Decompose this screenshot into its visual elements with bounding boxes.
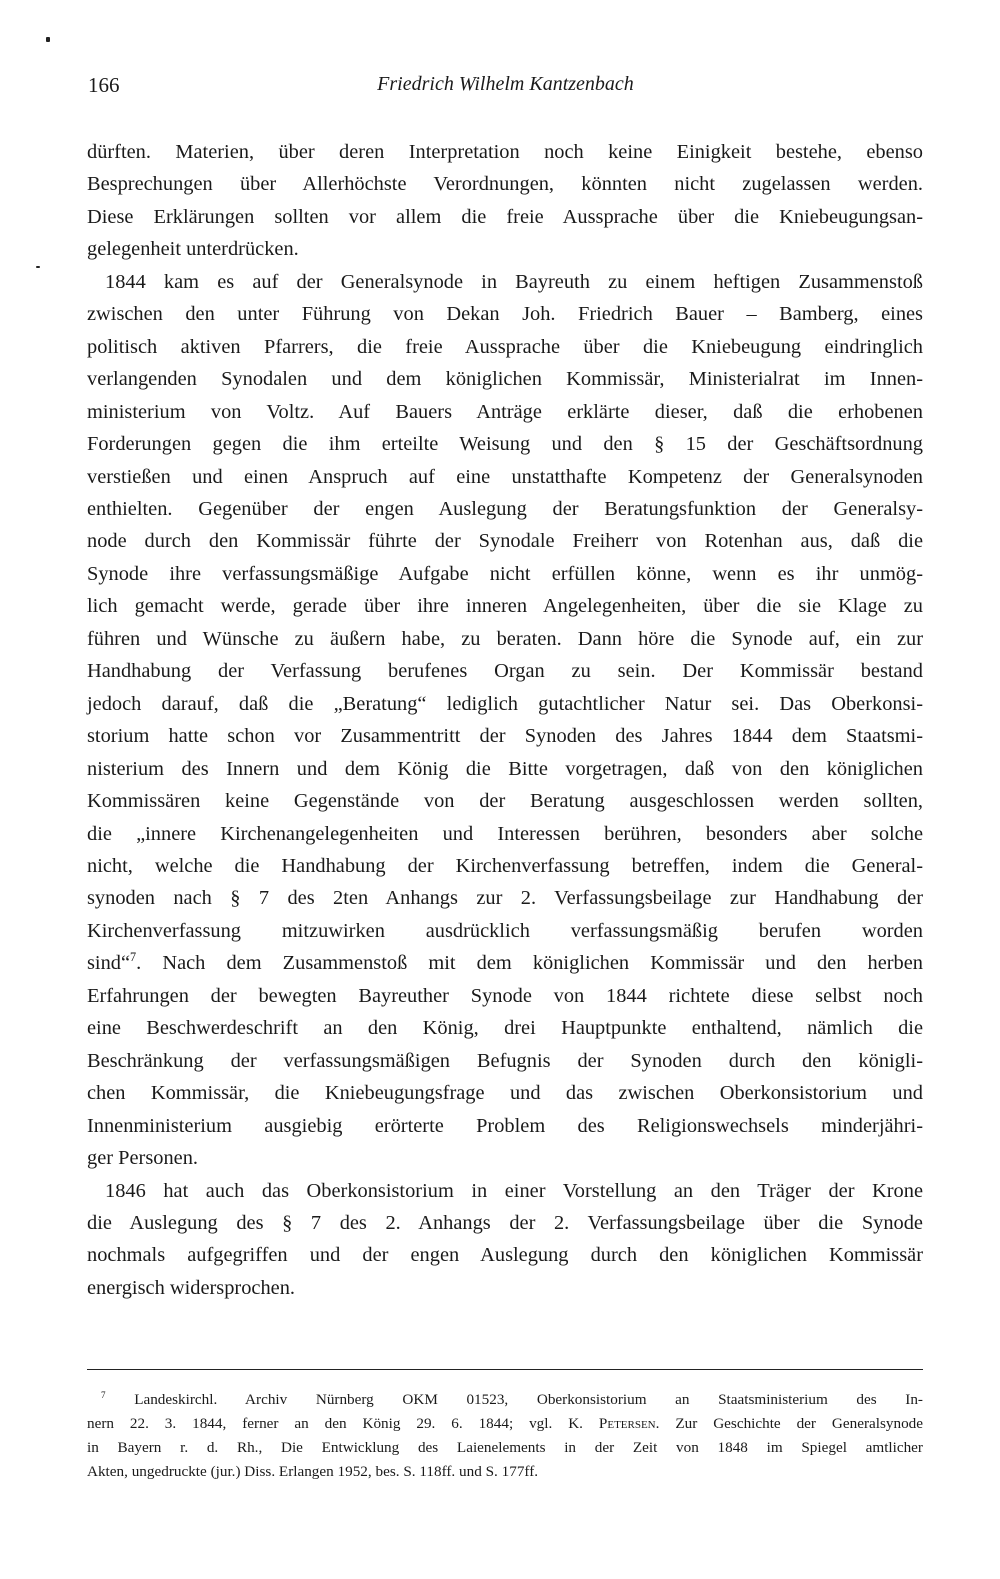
text-line: gelegenheit unterdrücken. [87, 238, 299, 261]
text-line: dürften. Materien, über deren Interpretation noch keine Einigkeit bestehe, ebenso [87, 141, 923, 163]
running-title: Friedrich Wilhelm Kantzenbach [377, 73, 634, 95]
text-line: ministerium von Voltz. Auf Bauers Anträge erklärte dieser, daß die erhobenen [87, 400, 923, 423]
text-line: nisterium des Innern und dem König die Bitte vorgetragen, daß von den königlichen [87, 757, 923, 780]
text-line: Besprechungen über Allerhöchste Verordnungen, könnten nicht zugelassen werden. [87, 173, 923, 196]
text-line: 1844 kam es auf der Generalsynode in Bayreuth zu einem heftigen Zusammenstoß [105, 270, 923, 293]
footnote-author: Petersen [598, 1415, 656, 1432]
text-line: Innenministerium ausgiebig erörterte Problem des Religionswechsels minderjähri- [87, 1114, 923, 1137]
text-line: die „innere Kirchenangelegenheiten und Interessen berühren, besonders aber solche [87, 822, 923, 845]
page-number: 166 [88, 73, 120, 97]
text-line: Forderungen gegen die ihm erteilte Weisung und den § 15 der Geschäftsordnung [87, 433, 923, 456]
text-line: node durch den Kommissär führte der Synodale Freiherr von Rotenhan aus, daß die [87, 530, 923, 553]
text-line: Handhabung der Verfassung berufenes Organ zu sein. Der Kommissär bestand [87, 660, 923, 683]
text-line: politisch aktiven Pfarrers, die freie Aussprache über die Kniebeugung eindringlich [87, 335, 923, 358]
text-line: verlangenden Synodalen und dem königlichen Kommissär, Ministerialrat im Innen- [87, 368, 923, 391]
text-line: chen Kommissär, die Kniebeugungsfrage und das zwischen Oberkonsistorium und [87, 1082, 923, 1105]
text-line: die Auslegung des § 7 des 2. Anhangs der 2. Verfassungsbeilage über die Synode [87, 1211, 923, 1234]
text-line: enthielten. Gegenüber der engen Auslegung der Beratungsfunktion der Generalsy- [87, 497, 923, 520]
footnote-number: 7 [101, 1389, 106, 1400]
paragraph-1 [87, 136, 923, 266]
footnote-text: nern 22. 3. 1844, ferner an den König 29. 6. 1844; vgl. K. [87, 1415, 583, 1432]
footnote-text: Landeskirchl. Archiv Nürnberg OKM 01523, Oberkonsistorium an Staatsministerium des In- [134, 1391, 923, 1408]
running-head [88, 73, 923, 103]
body-text [87, 136, 923, 1304]
text-line: zwischen den unter Führung von Dekan Joh. Friedrich Bauer – Bamberg, eines [87, 303, 923, 326]
text-line: verstießen und einen Anspruch auf eine unstatthafte Kompetenz der Generalsynoden [87, 465, 923, 488]
footnote-7 [87, 1388, 923, 1484]
text-line-with-footnote-ref [87, 947, 923, 979]
text-line: Beschränkung der verfassungsmäßigen Befugnis der Synoden durch den königli- [87, 1049, 923, 1072]
text-line: eine Beschwerdeschrift an den König, drei Hauptpunkte enthaltend, nämlich die [87, 1017, 923, 1040]
footnote-reference[interactable]: 7 [130, 950, 137, 965]
footnote-line: Akten, ungedruckte (jur.) Diss. Erlangen 1952, bes. S. 118ff. und S. 177ff. [87, 1463, 539, 1480]
text-line: storium hatte schon vor Zusammentritt der Synoden des Jahres 1844 dem Staatsmi- [87, 725, 923, 748]
text-line: Synode ihre verfassungsmäßige Aufgabe nicht erfüllen könne, wenn es ihr unmög- [87, 562, 923, 585]
text-line: 1846 hat auch das Oberkonsistorium in einer Vorstellung an den Träger der Krone [105, 1179, 923, 1202]
footnote-rule [87, 1369, 923, 1370]
text-line: lich gemacht werde, gerade über ihre inneren Angelegenheiten, über die sie Klage zu [87, 595, 923, 618]
footnote-text: . Zur Geschichte der Generalsynode [655, 1415, 923, 1432]
text-line: Kirchenverfassung mitzuwirken ausdrücklich verfassungsmäßig berufen worden [87, 919, 923, 942]
text-fragment: . Nach dem Zusammenstoß mit dem königlichen Kommissär und den herben [136, 952, 923, 975]
scan-speck [46, 37, 50, 42]
footnote-line [87, 1412, 923, 1436]
text-line: jedoch darauf, daß die „Beratung“ lediglich gutachtlicher Natur sei. Das Oberkonsi- [87, 692, 923, 715]
paragraph-2 [87, 266, 923, 1175]
text-line: nochmals aufgegriffen und der engen Auslegung durch den königlichen Kommissär [87, 1244, 923, 1267]
text-line: ger Personen. [87, 1147, 198, 1170]
paragraph-3 [87, 1175, 923, 1305]
text-line: energisch widersprochen. [87, 1276, 295, 1299]
text-fragment: sind“ [87, 952, 131, 975]
text-line: führen und Wünsche zu äußern habe, zu beraten. Dann höre die Synode auf, ein zur [87, 627, 923, 650]
text-line: Kommissären keine Gegenstände von der Beratung ausgeschlossen werden sollten, [87, 790, 923, 813]
text-line: nicht, welche die Handhabung der Kirchenverfassung betreffen, indem die General- [87, 854, 923, 877]
footnotes [87, 1388, 923, 1484]
text-line: Diese Erklärungen sollten vor allem die freie Aussprache über die Kniebeugungsan- [87, 205, 923, 228]
text-line: Erfahrungen der bewegten Bayreuther Synode von 1844 richtete diese selbst noch [87, 984, 923, 1007]
text-line: synoden nach § 7 des 2ten Anhangs zur 2. Verfassungsbeilage zur Handhabung der [87, 887, 923, 910]
scan-speck [36, 266, 40, 268]
footnote-line [87, 1388, 923, 1412]
footnote-line: in Bayern r. d. Rh., Die Entwicklung des Laienelements in der Zeit von 1848 im Spiegel amtlicher [87, 1439, 923, 1456]
